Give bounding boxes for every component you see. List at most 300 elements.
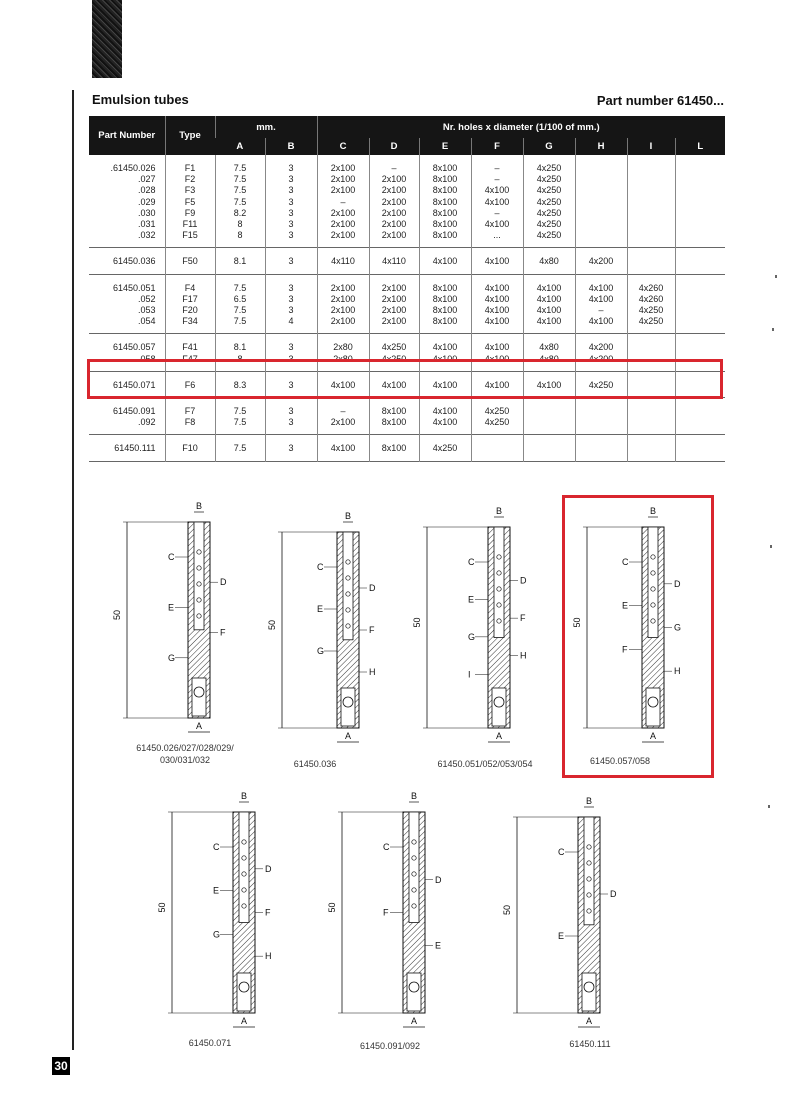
length-label: 50 bbox=[412, 617, 422, 628]
cell-value: 3 bbox=[288, 163, 294, 173]
cell-value: 4x250 bbox=[536, 207, 562, 218]
page-title: Emulsion tubes bbox=[92, 92, 189, 107]
cell-value: – bbox=[340, 406, 346, 417]
cell-value: 2x80 bbox=[333, 353, 353, 364]
cell-value: 2x100 bbox=[330, 207, 356, 218]
cell-value: F11 bbox=[182, 219, 198, 230]
cell-g bbox=[523, 274, 575, 334]
cell-value: 8x100 bbox=[432, 316, 458, 327]
dimension-label-b: B bbox=[411, 791, 418, 801]
cell-value: 8x100 bbox=[432, 282, 458, 293]
dimension-label-e: E bbox=[168, 602, 175, 613]
cell-value: .092 bbox=[137, 417, 156, 428]
tube-hole bbox=[412, 856, 416, 860]
cell-h bbox=[575, 248, 627, 274]
cell-value: 8x100 bbox=[432, 174, 458, 185]
tube-hole bbox=[242, 840, 246, 844]
emulsion-tube-drawing bbox=[267, 510, 400, 750]
emulsion-tube-drawing bbox=[412, 505, 555, 750]
scan-speck bbox=[768, 805, 770, 808]
cell-l bbox=[675, 155, 725, 248]
table-row bbox=[89, 398, 725, 435]
cell-value: ... bbox=[493, 230, 501, 241]
cell-i bbox=[627, 435, 675, 461]
emulsion-tube-spec-table bbox=[89, 116, 725, 462]
cell-part bbox=[89, 155, 165, 248]
cell-value: 4x250 bbox=[638, 305, 664, 316]
tube-hole bbox=[651, 587, 655, 591]
ball-valve bbox=[648, 697, 658, 707]
cell-value: 61450.057 bbox=[112, 342, 156, 353]
cell-value: 61450.036 bbox=[112, 256, 156, 267]
cell-value: 8x100 bbox=[432, 293, 458, 304]
drawing-caption: 61450.071 bbox=[188, 1038, 232, 1048]
tube-hole bbox=[242, 872, 246, 876]
tube-hole bbox=[412, 840, 416, 844]
tube-hole bbox=[651, 619, 655, 623]
scan-speck bbox=[772, 328, 774, 331]
cell-type bbox=[165, 274, 215, 334]
cell-value: 4x100 bbox=[484, 256, 510, 267]
dimension-label-a: A bbox=[586, 1016, 593, 1026]
cell-value: 2x100 bbox=[381, 185, 407, 196]
cell-value: 3 bbox=[288, 256, 294, 267]
cell-g bbox=[523, 435, 575, 461]
cell-g bbox=[523, 398, 575, 435]
cell-value: 4x100 bbox=[432, 417, 458, 428]
cell-value: 2x100 bbox=[330, 185, 356, 196]
cell-value: 8.1 bbox=[233, 342, 247, 353]
cell-type bbox=[165, 398, 215, 435]
dimension-label-e: E bbox=[213, 885, 220, 896]
cell-value: 4x100 bbox=[484, 379, 510, 390]
cell-value: 7.5 bbox=[233, 185, 247, 196]
tube-hole bbox=[197, 582, 201, 586]
cell-value: 4x100 bbox=[484, 185, 510, 196]
tube-hole bbox=[587, 877, 591, 881]
dimension-label-b: B bbox=[345, 511, 352, 521]
cell-a bbox=[215, 155, 265, 248]
cell-h bbox=[575, 435, 627, 461]
dimension-label-a: A bbox=[411, 1016, 418, 1026]
tube-hole bbox=[197, 566, 201, 570]
cell-value: – bbox=[340, 196, 346, 207]
cell-value: 3 bbox=[288, 353, 294, 364]
cell-value: F10 bbox=[182, 443, 198, 454]
cell-value: 4x250 bbox=[484, 417, 510, 428]
cell-value: 4x100 bbox=[381, 379, 407, 390]
cell-value: 7.5 bbox=[233, 163, 247, 173]
dimension-label-c: C bbox=[558, 847, 565, 857]
tube-hole bbox=[197, 550, 201, 554]
cell-value: 7.5 bbox=[233, 406, 247, 417]
cell-a bbox=[215, 274, 265, 334]
cell-value: 4x100 bbox=[330, 443, 356, 454]
dimension-label-e: E bbox=[317, 604, 324, 614]
column-header-b: B bbox=[265, 138, 317, 155]
dimension-label-c: C bbox=[622, 557, 629, 567]
cell-value: 2x80 bbox=[333, 342, 353, 353]
length-label: 50 bbox=[112, 609, 122, 620]
cell-type bbox=[165, 435, 215, 461]
cell-value: .027 bbox=[137, 174, 156, 185]
cell-value: F4 bbox=[184, 282, 196, 293]
cell-value: 4x250 bbox=[536, 230, 562, 241]
cell-b bbox=[265, 155, 317, 248]
cell-value: 4x80 bbox=[539, 342, 559, 353]
cell-f bbox=[471, 435, 523, 461]
header-part-number: Part Number bbox=[89, 116, 165, 155]
cell-value: 2x100 bbox=[381, 316, 407, 327]
cell-value: 4 bbox=[288, 316, 294, 327]
drawing-caption: 61450.091/092 bbox=[359, 1041, 421, 1051]
cell-value: 2x100 bbox=[330, 316, 356, 327]
column-header-i: I bbox=[627, 138, 675, 155]
cell-value: 4x100 bbox=[484, 293, 510, 304]
part-number-heading: Part number 61450... bbox=[596, 93, 724, 108]
cell-value: 8 bbox=[237, 230, 243, 241]
cell-value: 4x100 bbox=[432, 379, 458, 390]
cell-value: 3 bbox=[288, 219, 294, 230]
cell-value: 4x100 bbox=[432, 353, 458, 364]
cell-value: 2x100 bbox=[381, 230, 407, 241]
cell-value: 8.3 bbox=[233, 379, 247, 390]
cell-value: 4x100 bbox=[484, 282, 510, 293]
length-label: 50 bbox=[502, 904, 512, 915]
cell-h bbox=[575, 274, 627, 334]
cell-value: F8 bbox=[184, 417, 196, 428]
cell-value: F50 bbox=[182, 256, 198, 267]
cell-f bbox=[471, 274, 523, 334]
header-holes: Nr. holes x diameter (1/100 of mm.) bbox=[317, 116, 725, 138]
cell-value: .030 bbox=[137, 207, 156, 218]
ball-valve bbox=[494, 697, 504, 707]
cell-c bbox=[317, 398, 369, 435]
cell-value: 61450.111 bbox=[114, 443, 156, 454]
cell-f bbox=[471, 248, 523, 274]
cell-value: 4x250 bbox=[432, 443, 458, 454]
table-row bbox=[89, 248, 725, 274]
dimension-label-a: A bbox=[345, 731, 352, 741]
tube-hole bbox=[497, 571, 501, 575]
cell-value: 4x110 bbox=[382, 256, 406, 267]
cell-l bbox=[675, 274, 725, 334]
cell-value: 4x80 bbox=[539, 353, 559, 364]
cell-value: 4x250 bbox=[536, 185, 562, 196]
tube-hole bbox=[412, 904, 416, 908]
cell-value: 4x100 bbox=[484, 219, 510, 230]
cell-value: 8x100 bbox=[381, 443, 407, 454]
scan-artifact bbox=[92, 0, 122, 78]
cell-value: .031 bbox=[137, 219, 156, 230]
cell-b bbox=[265, 435, 317, 461]
dimension-label-h: H bbox=[369, 667, 376, 677]
tube-hole bbox=[412, 888, 416, 892]
cell-value: F47 bbox=[182, 353, 198, 364]
table-row bbox=[89, 435, 725, 461]
cell-value: – bbox=[494, 174, 500, 185]
cell-e bbox=[419, 155, 471, 248]
cell-value: 2x100 bbox=[330, 230, 356, 241]
cell-value: .058 bbox=[137, 353, 156, 364]
cell-value: 7.5 bbox=[233, 316, 247, 327]
cell-value: 2x100 bbox=[381, 293, 407, 304]
cell-value: 3 bbox=[288, 174, 294, 185]
cell-g bbox=[523, 248, 575, 274]
cell-value: 8x100 bbox=[432, 163, 458, 173]
drawing-caption: 61450.036 bbox=[293, 759, 337, 769]
cell-value: F1 bbox=[184, 163, 196, 173]
cell-value: 61450.091 bbox=[112, 406, 156, 417]
drawing-caption: 61450.026/027/028/029/ 030/031/032 bbox=[136, 743, 234, 765]
tube-hole bbox=[587, 845, 591, 849]
cell-value: F5 bbox=[184, 196, 196, 207]
cell-value: 7.5 bbox=[233, 443, 247, 454]
cell-value: 4x260 bbox=[638, 282, 664, 293]
cell-a bbox=[215, 248, 265, 274]
cell-value: 4x80 bbox=[539, 256, 559, 267]
cell-value: 2x100 bbox=[381, 196, 407, 207]
dimension-label-a: A bbox=[241, 1016, 248, 1026]
cell-value: 3 bbox=[288, 230, 294, 241]
cell-value: 8x100 bbox=[432, 185, 458, 196]
cell-i bbox=[627, 155, 675, 248]
tube-hole bbox=[346, 576, 350, 580]
cell-value: 3 bbox=[288, 443, 294, 454]
cell-value: 7.5 bbox=[233, 174, 247, 185]
tube-hole bbox=[346, 592, 350, 596]
column-header-g: G bbox=[523, 138, 575, 155]
cell-value: 4x100 bbox=[536, 293, 562, 304]
dimension-label-b: B bbox=[650, 506, 657, 516]
dimension-label-d: D bbox=[435, 874, 442, 885]
cell-l bbox=[675, 398, 725, 435]
cell-value: 4x100 bbox=[536, 316, 562, 327]
cell-value: 3 bbox=[288, 185, 294, 196]
cell-a bbox=[215, 435, 265, 461]
cell-value: 4x100 bbox=[588, 293, 614, 304]
cell-value: – bbox=[598, 305, 604, 316]
dimension-label-b: B bbox=[241, 791, 248, 801]
dimension-label-b: B bbox=[586, 796, 593, 806]
cell-value: 2x100 bbox=[330, 174, 356, 185]
emulsion-tube-drawing bbox=[112, 500, 255, 740]
cell-value: 61450.071 bbox=[112, 379, 156, 390]
cell-value: F7 bbox=[184, 406, 196, 417]
dimension-label-c: C bbox=[383, 842, 390, 852]
emulsion-tube-drawing bbox=[327, 790, 470, 1035]
dimension-label-e: E bbox=[558, 931, 565, 941]
cell-value: 4x100 bbox=[536, 282, 562, 293]
highlight-row-057-058 bbox=[87, 359, 723, 399]
cell-value: 4x250 bbox=[536, 219, 562, 230]
tube-hole bbox=[587, 893, 591, 897]
cell-value: 2x100 bbox=[381, 282, 407, 293]
cell-value: 8x100 bbox=[381, 417, 407, 428]
cell-value: 4x100 bbox=[432, 256, 458, 267]
cell-value: 4x260 bbox=[638, 293, 664, 304]
tube-hole bbox=[497, 603, 501, 607]
dimension-label-a: A bbox=[650, 731, 657, 741]
cell-part bbox=[89, 248, 165, 274]
ball-valve bbox=[239, 982, 249, 992]
cell-value: 3 bbox=[288, 342, 294, 353]
column-header-l: L bbox=[675, 138, 725, 155]
cell-value: 2x100 bbox=[330, 163, 356, 173]
dimension-label-f: F bbox=[369, 625, 375, 635]
drawing-caption: 61450.057/058 bbox=[589, 756, 651, 766]
length-label: 50 bbox=[267, 619, 277, 630]
cell-value: 2x100 bbox=[330, 282, 356, 293]
cell-d bbox=[369, 398, 419, 435]
cell-value: 4x100 bbox=[432, 342, 458, 353]
dimension-label-e: E bbox=[435, 940, 442, 951]
cell-value: 8x100 bbox=[432, 305, 458, 316]
dimension-label-g: G bbox=[168, 652, 176, 663]
dimension-label-d: D bbox=[265, 863, 272, 874]
margin-rule bbox=[72, 90, 74, 1050]
cell-value: 4x250 bbox=[638, 316, 664, 327]
cell-value: 3 bbox=[288, 293, 294, 304]
dimension-label-d: D bbox=[369, 583, 376, 593]
cell-value: 4x100 bbox=[432, 406, 458, 417]
cell-value: 2x100 bbox=[330, 417, 356, 428]
tube-hole bbox=[197, 598, 201, 602]
cell-value: 8x100 bbox=[381, 406, 407, 417]
length-label: 50 bbox=[572, 617, 582, 628]
dimension-label-f: F bbox=[220, 627, 226, 638]
cell-value: 2x100 bbox=[330, 293, 356, 304]
cell-value: 4x250 bbox=[536, 163, 562, 173]
cell-value: F17 bbox=[182, 293, 198, 304]
dimension-label-g: G bbox=[674, 622, 682, 633]
cell-value: 61450.051 bbox=[112, 282, 156, 293]
tube-hole bbox=[346, 608, 350, 612]
cell-i bbox=[627, 248, 675, 274]
tube-hole bbox=[346, 624, 350, 628]
cell-value: F15 bbox=[182, 230, 198, 241]
dimension-label-d: D bbox=[520, 575, 527, 586]
cell-part bbox=[89, 274, 165, 334]
cell-l bbox=[675, 248, 725, 274]
cell-d bbox=[369, 155, 419, 248]
dimension-label-c: C bbox=[468, 557, 475, 567]
dimension-label-g: G bbox=[468, 631, 476, 642]
dimension-label-c: C bbox=[213, 842, 220, 852]
cell-i bbox=[627, 398, 675, 435]
cell-value: 4x250 bbox=[536, 174, 562, 185]
cell-value: 4x100 bbox=[484, 353, 510, 364]
cell-value: 8.2 bbox=[233, 207, 247, 218]
cell-d bbox=[369, 274, 419, 334]
cell-type bbox=[165, 155, 215, 248]
cell-part bbox=[89, 435, 165, 461]
cell-value: 4x200 bbox=[588, 342, 614, 353]
tube-hole bbox=[197, 614, 201, 618]
cell-value: 4x100 bbox=[588, 316, 614, 327]
cell-value: 7.5 bbox=[233, 282, 247, 293]
cell-value: 8 bbox=[237, 353, 243, 364]
cell-value: F20 bbox=[182, 305, 198, 316]
ball-valve bbox=[409, 982, 419, 992]
dimension-label-h: H bbox=[520, 650, 527, 661]
dimension-label-f: F bbox=[622, 644, 628, 655]
dimension-label-f: F bbox=[265, 907, 271, 918]
column-header-e: E bbox=[419, 138, 471, 155]
cell-l bbox=[675, 435, 725, 461]
cell-value: 2x100 bbox=[381, 219, 407, 230]
cell-value: 8x100 bbox=[432, 196, 458, 207]
tube-hole bbox=[587, 909, 591, 913]
cell-part bbox=[89, 398, 165, 435]
cell-c bbox=[317, 435, 369, 461]
cell-value: F9 bbox=[184, 207, 196, 218]
dimension-label-d: D bbox=[674, 578, 681, 589]
cell-value: F6 bbox=[184, 379, 196, 390]
page-number: 30 bbox=[52, 1057, 70, 1075]
length-label: 50 bbox=[157, 902, 167, 913]
cell-b bbox=[265, 274, 317, 334]
scan-speck bbox=[775, 275, 777, 278]
cell-value: 2x100 bbox=[381, 305, 407, 316]
cell-h bbox=[575, 155, 627, 248]
table-row bbox=[89, 155, 725, 248]
dimension-label-a: A bbox=[496, 731, 503, 741]
cell-value: 4x250 bbox=[588, 379, 614, 390]
column-header-f: F bbox=[471, 138, 523, 155]
cell-f bbox=[471, 398, 523, 435]
cell-value: .028 bbox=[137, 185, 156, 196]
cell-value: 4x100 bbox=[484, 342, 510, 353]
emulsion-tube-drawing bbox=[157, 790, 300, 1035]
dimension-label-d: D bbox=[220, 577, 227, 588]
cell-value: 4x250 bbox=[536, 196, 562, 207]
cell-c bbox=[317, 274, 369, 334]
dimension-label-c: C bbox=[317, 562, 324, 572]
length-label: 50 bbox=[327, 902, 337, 913]
cell-value: .032 bbox=[137, 230, 156, 241]
cell-value: 3 bbox=[288, 207, 294, 218]
cell-value: 7.5 bbox=[233, 305, 247, 316]
cell-value: .053 bbox=[137, 305, 156, 316]
dimension-label-h: H bbox=[265, 951, 272, 962]
cell-value: .054 bbox=[137, 316, 156, 327]
dimension-label-f: F bbox=[383, 907, 389, 918]
dimension-label-b: B bbox=[496, 506, 503, 516]
tube-hole bbox=[651, 555, 655, 559]
cell-value: 8x100 bbox=[432, 219, 458, 230]
tube-hole bbox=[412, 872, 416, 876]
column-header-a: A bbox=[215, 138, 265, 155]
column-header-h: H bbox=[575, 138, 627, 155]
tube-hole bbox=[242, 904, 246, 908]
dimension-label-e: E bbox=[468, 594, 475, 605]
tube-hole bbox=[651, 603, 655, 607]
cell-b bbox=[265, 248, 317, 274]
cell-value: 4x250 bbox=[484, 406, 510, 417]
cell-value: 2x100 bbox=[381, 174, 407, 185]
emulsion-tube-drawing bbox=[502, 795, 645, 1035]
cell-value: 3 bbox=[288, 282, 294, 293]
cell-value: – bbox=[494, 163, 500, 173]
cell-type bbox=[165, 248, 215, 274]
cell-value: 4x250 bbox=[381, 342, 407, 353]
cell-value: 2x100 bbox=[330, 219, 356, 230]
cell-value: 8.1 bbox=[233, 256, 247, 267]
cell-value: 4x100 bbox=[484, 196, 510, 207]
scan-speck bbox=[770, 545, 772, 548]
dimension-label-a: A bbox=[196, 721, 203, 731]
